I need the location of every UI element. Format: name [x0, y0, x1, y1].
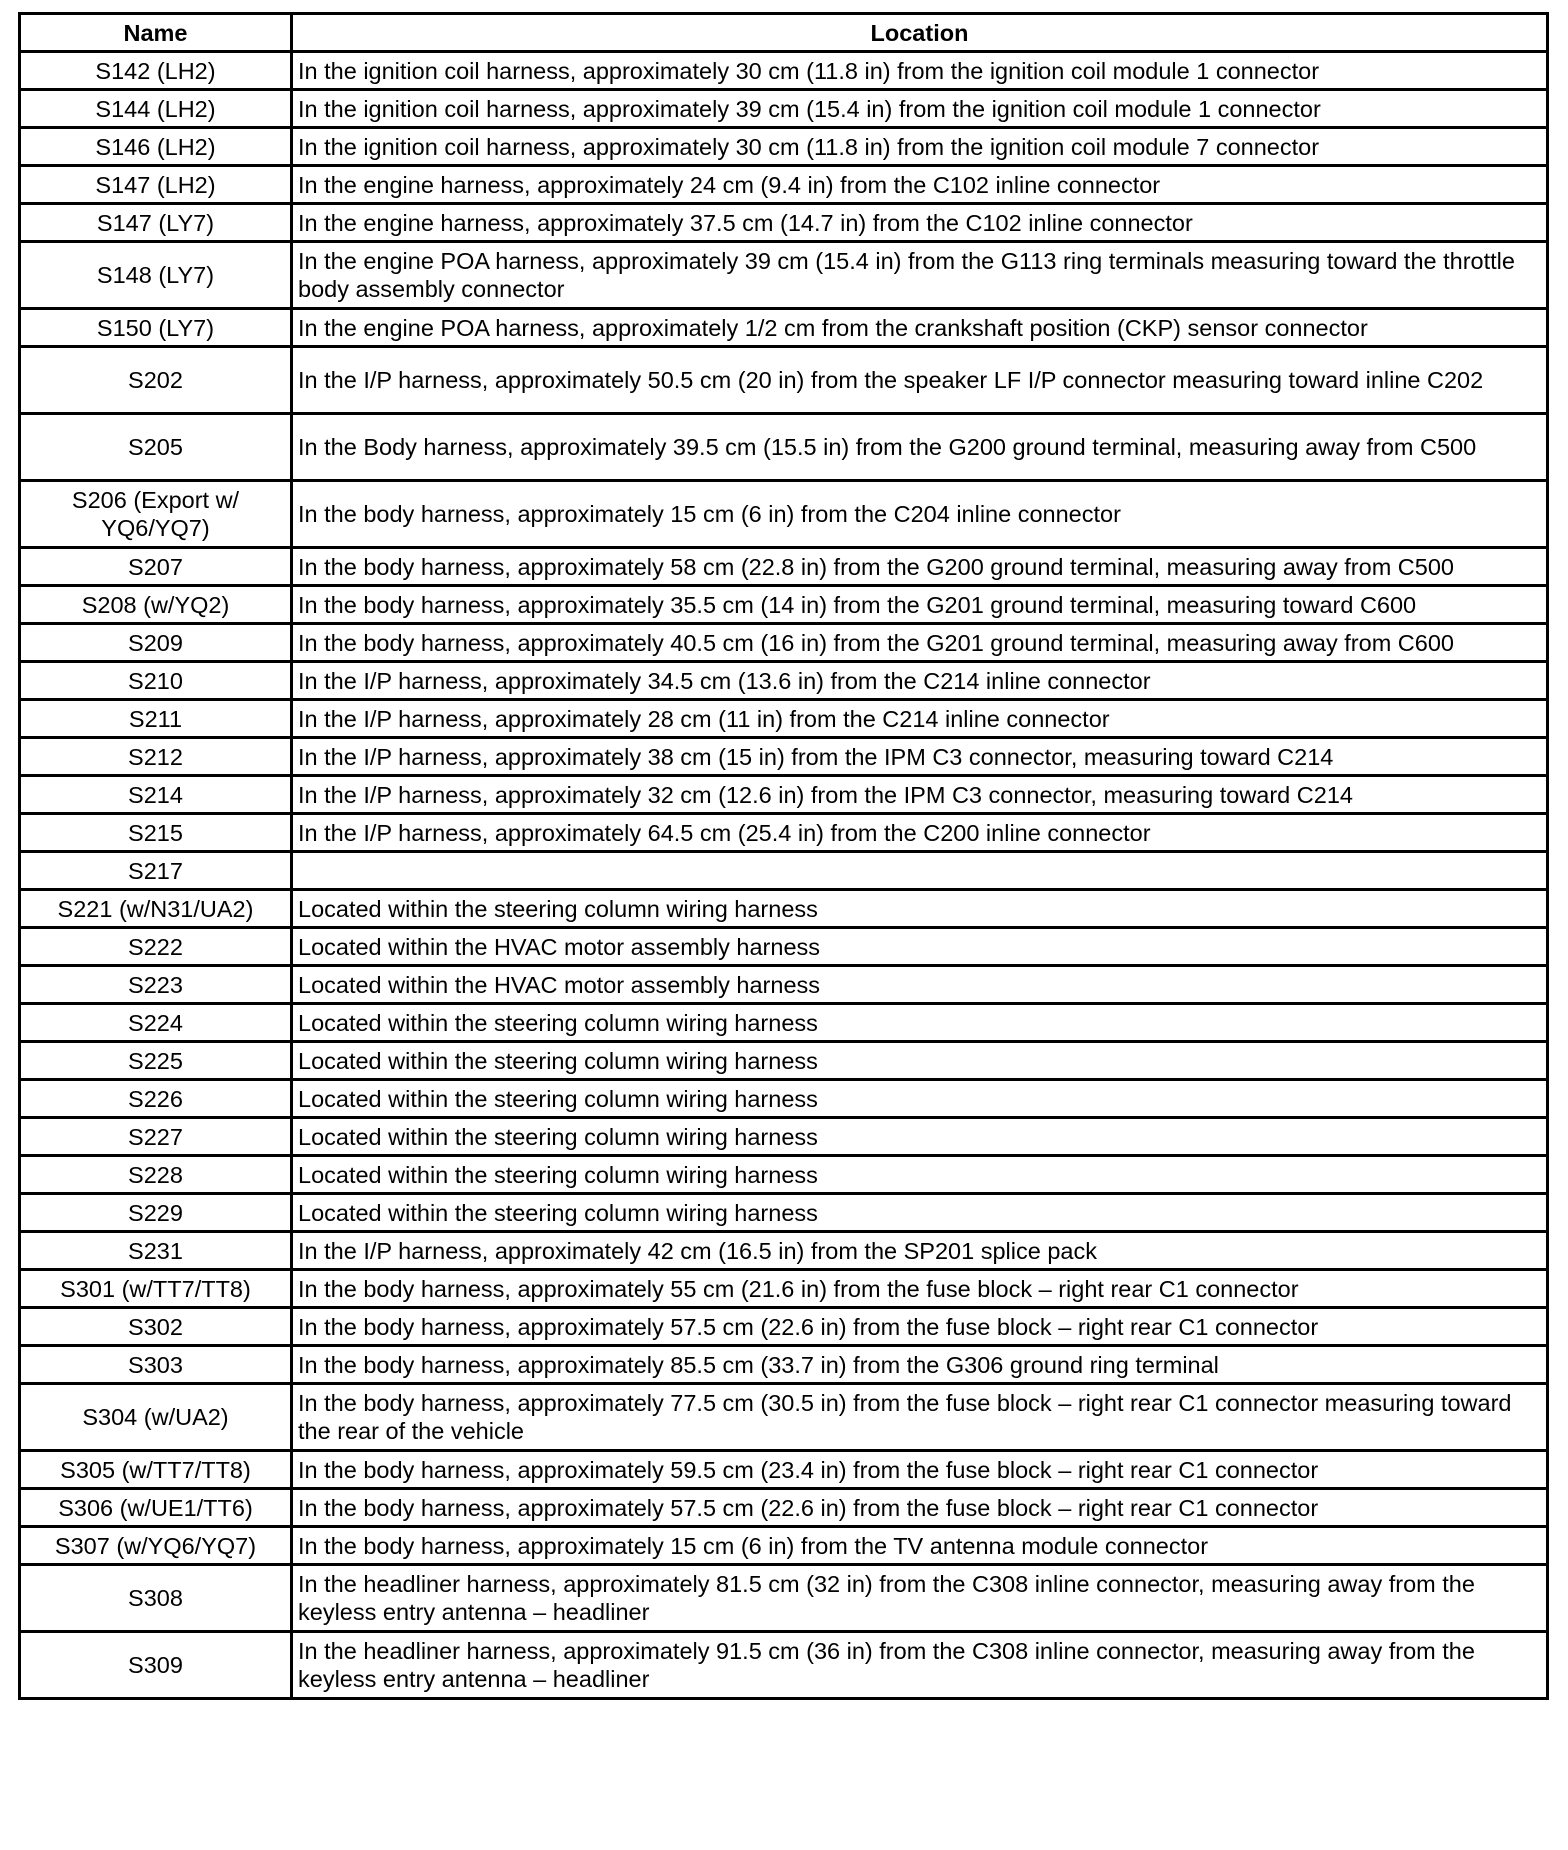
splice-name: S307 (w/YQ6/YQ7) — [20, 1527, 292, 1565]
splice-name: S303 — [20, 1346, 292, 1384]
table-row — [20, 1194, 1548, 1232]
splice-name: S225 — [20, 1042, 292, 1080]
splice-location: In the headliner harness, approximately 91.5 cm (36 in) from the C308 inline connector, measuring away from the keyless entry antenna – headliner — [292, 1632, 1548, 1699]
splice-name: S147 (LH2) — [20, 166, 292, 204]
table-row — [20, 1156, 1548, 1194]
splice-name: S210 — [20, 662, 292, 700]
splice-name: S212 — [20, 738, 292, 776]
splice-name: S215 — [20, 814, 292, 852]
splice-location: Located within the steering column wiring harness — [292, 1042, 1548, 1080]
splice-name: S148 (LY7) — [20, 242, 292, 309]
splice-name: S227 — [20, 1118, 292, 1156]
splice-name: S305 (w/TT7/TT8) — [20, 1451, 292, 1489]
table-row — [20, 700, 1548, 738]
splice-location: In the body harness, approximately 77.5 cm (30.5 in) from the fuse block – right rear C1 connector measuring toward the rear of the vehicle — [292, 1384, 1548, 1451]
splice-name: S222 — [20, 928, 292, 966]
splice-location: In the body harness, approximately 58 cm (22.8 in) from the G200 ground terminal, measuring away from C500 — [292, 548, 1548, 586]
splice-name: S302 — [20, 1308, 292, 1346]
table-row — [20, 52, 1548, 90]
splice-location: In the I/P harness, approximately 42 cm (16.5 in) from the SP201 splice pack — [292, 1232, 1548, 1270]
splice-location: In the I/P harness, approximately 50.5 cm (20 in) from the speaker LF I/P connector measuring toward inline C202 — [292, 347, 1548, 414]
table-row — [20, 662, 1548, 700]
splice-name: S207 — [20, 548, 292, 586]
splice-location: In the body harness, approximately 57.5 cm (22.6 in) from the fuse block – right rear C1 connector — [292, 1308, 1548, 1346]
table-row — [20, 1384, 1548, 1451]
splice-name: S221 (w/N31/UA2) — [20, 890, 292, 928]
splice-location: In the engine POA harness, approximately 1/2 cm from the crankshaft position (CKP) sensor connector — [292, 309, 1548, 347]
table-row — [20, 1632, 1548, 1699]
splice-location: In the headliner harness, approximately 81.5 cm (32 in) from the C308 inline connector, measuring away from the keyless entry antenna – headliner — [292, 1565, 1548, 1632]
table-row — [20, 890, 1548, 928]
splice-location: In the ignition coil harness, approximately 39 cm (15.4 in) from the ignition coil module 1 connector — [292, 90, 1548, 128]
splice-location: In the body harness, approximately 57.5 cm (22.6 in) from the fuse block – right rear C1 connector — [292, 1489, 1548, 1527]
splice-location: Located within the steering column wiring harness — [292, 1118, 1548, 1156]
table-row — [20, 1346, 1548, 1384]
splice-location: In the I/P harness, approximately 32 cm (12.6 in) from the IPM C3 connector, measuring toward C214 — [292, 776, 1548, 814]
table-row — [20, 481, 1548, 548]
table-row — [20, 1232, 1548, 1270]
splice-name: S202 — [20, 347, 292, 414]
splice-location: In the I/P harness, approximately 38 cm (15 in) from the IPM C3 connector, measuring toward C214 — [292, 738, 1548, 776]
table-row — [20, 1118, 1548, 1156]
table-row — [20, 1308, 1548, 1346]
splice-location: In the body harness, approximately 15 cm (6 in) from the TV antenna module connector — [292, 1527, 1548, 1565]
splice-name: S142 (LH2) — [20, 52, 292, 90]
splice-name: S150 (LY7) — [20, 309, 292, 347]
table-row — [20, 1489, 1548, 1527]
splice-name: S214 — [20, 776, 292, 814]
splice-name: S228 — [20, 1156, 292, 1194]
table-row — [20, 814, 1548, 852]
splice-location: Located within the steering column wiring harness — [292, 1194, 1548, 1232]
splice-location: Located within the steering column wiring harness — [292, 890, 1548, 928]
splice-location: In the ignition coil harness, approximately 30 cm (11.8 in) from the ignition coil module 7 connector — [292, 128, 1548, 166]
splice-location: In the I/P harness, approximately 34.5 cm (13.6 in) from the C214 inline connector — [292, 662, 1548, 700]
table-row — [20, 776, 1548, 814]
splice-location — [292, 852, 1548, 890]
splice-location: In the body harness, approximately 59.5 cm (23.4 in) from the fuse block – right rear C1 connector — [292, 1451, 1548, 1489]
splice-location: In the body harness, approximately 40.5 cm (16 in) from the G201 ground terminal, measuring away from C600 — [292, 624, 1548, 662]
splice-name: S306 (w/UE1/TT6) — [20, 1489, 292, 1527]
table-row — [20, 928, 1548, 966]
table-row — [20, 1565, 1548, 1632]
table-row — [20, 624, 1548, 662]
splice-name: S208 (w/YQ2) — [20, 586, 292, 624]
splice-name: S223 — [20, 966, 292, 1004]
splice-name: S231 — [20, 1232, 292, 1270]
splice-name: S206 (Export w/ YQ6/YQ7) — [20, 481, 292, 548]
table-row — [20, 738, 1548, 776]
table-row — [20, 548, 1548, 586]
splice-location: In the Body harness, approximately 39.5 cm (15.5 in) from the G200 ground terminal, measuring away from C500 — [292, 414, 1548, 481]
splice-location: Located within the HVAC motor assembly harness — [292, 966, 1548, 1004]
splice-name: S308 — [20, 1565, 292, 1632]
table-row — [20, 128, 1548, 166]
splice-name: S309 — [20, 1632, 292, 1699]
table-row — [20, 309, 1548, 347]
splice-location: Located within the steering column wiring harness — [292, 1080, 1548, 1118]
table-row — [20, 1042, 1548, 1080]
splice-name: S304 (w/UA2) — [20, 1384, 292, 1451]
splice-location: Located within the steering column wiring harness — [292, 1156, 1548, 1194]
table-row — [20, 586, 1548, 624]
table-row — [20, 90, 1548, 128]
splice-name: S226 — [20, 1080, 292, 1118]
splice-location: In the I/P harness, approximately 64.5 cm (25.4 in) from the C200 inline connector — [292, 814, 1548, 852]
splice-name: S205 — [20, 414, 292, 481]
splice-location: In the body harness, approximately 15 cm (6 in) from the C204 inline connector — [292, 481, 1548, 548]
table-row — [20, 1080, 1548, 1118]
splice-location: In the engine harness, approximately 37.5 cm (14.7 in) from the C102 inline connector — [292, 204, 1548, 242]
splice-name: S209 — [20, 624, 292, 662]
splice-location-table — [18, 12, 1549, 1700]
splice-name: S224 — [20, 1004, 292, 1042]
splice-name: S147 (LY7) — [20, 204, 292, 242]
table-row — [20, 242, 1548, 309]
splice-location: Located within the steering column wiring harness — [292, 1004, 1548, 1042]
splice-name: S301 (w/TT7/TT8) — [20, 1270, 292, 1308]
table-row — [20, 1004, 1548, 1042]
splice-name: S146 (LH2) — [20, 128, 292, 166]
table-row — [20, 852, 1548, 890]
splice-location: In the I/P harness, approximately 28 cm (11 in) from the C214 inline connector — [292, 700, 1548, 738]
splice-name: S229 — [20, 1194, 292, 1232]
table-row — [20, 166, 1548, 204]
splice-location: In the engine POA harness, approximately 39 cm (15.4 in) from the G113 ring terminals measuring toward the throttle body assembly connector — [292, 242, 1548, 309]
splice-name: S211 — [20, 700, 292, 738]
document-page — [18, 12, 1546, 1700]
splice-location: In the engine harness, approximately 24 cm (9.4 in) from the C102 inline connector — [292, 166, 1548, 204]
column-header-location: Location — [292, 14, 1548, 52]
splice-location: In the body harness, approximately 55 cm (21.6 in) from the fuse block – right rear C1 connector — [292, 1270, 1548, 1308]
splice-location: Located within the HVAC motor assembly harness — [292, 928, 1548, 966]
splice-location: In the body harness, approximately 35.5 cm (14 in) from the G201 ground terminal, measuring toward C600 — [292, 586, 1548, 624]
table-row — [20, 347, 1548, 414]
splice-location: In the ignition coil harness, approximately 30 cm (11.8 in) from the ignition coil module 1 connector — [292, 52, 1548, 90]
splice-name: S217 — [20, 852, 292, 890]
table-header-row — [20, 14, 1548, 52]
table-row — [20, 966, 1548, 1004]
table-row — [20, 1451, 1548, 1489]
table-row — [20, 1270, 1548, 1308]
table-row — [20, 1527, 1548, 1565]
table-row — [20, 204, 1548, 242]
column-header-name: Name — [20, 14, 292, 52]
splice-name: S144 (LH2) — [20, 90, 292, 128]
table-row — [20, 414, 1548, 481]
splice-location: In the body harness, approximately 85.5 cm (33.7 in) from the G306 ground ring terminal — [292, 1346, 1548, 1384]
